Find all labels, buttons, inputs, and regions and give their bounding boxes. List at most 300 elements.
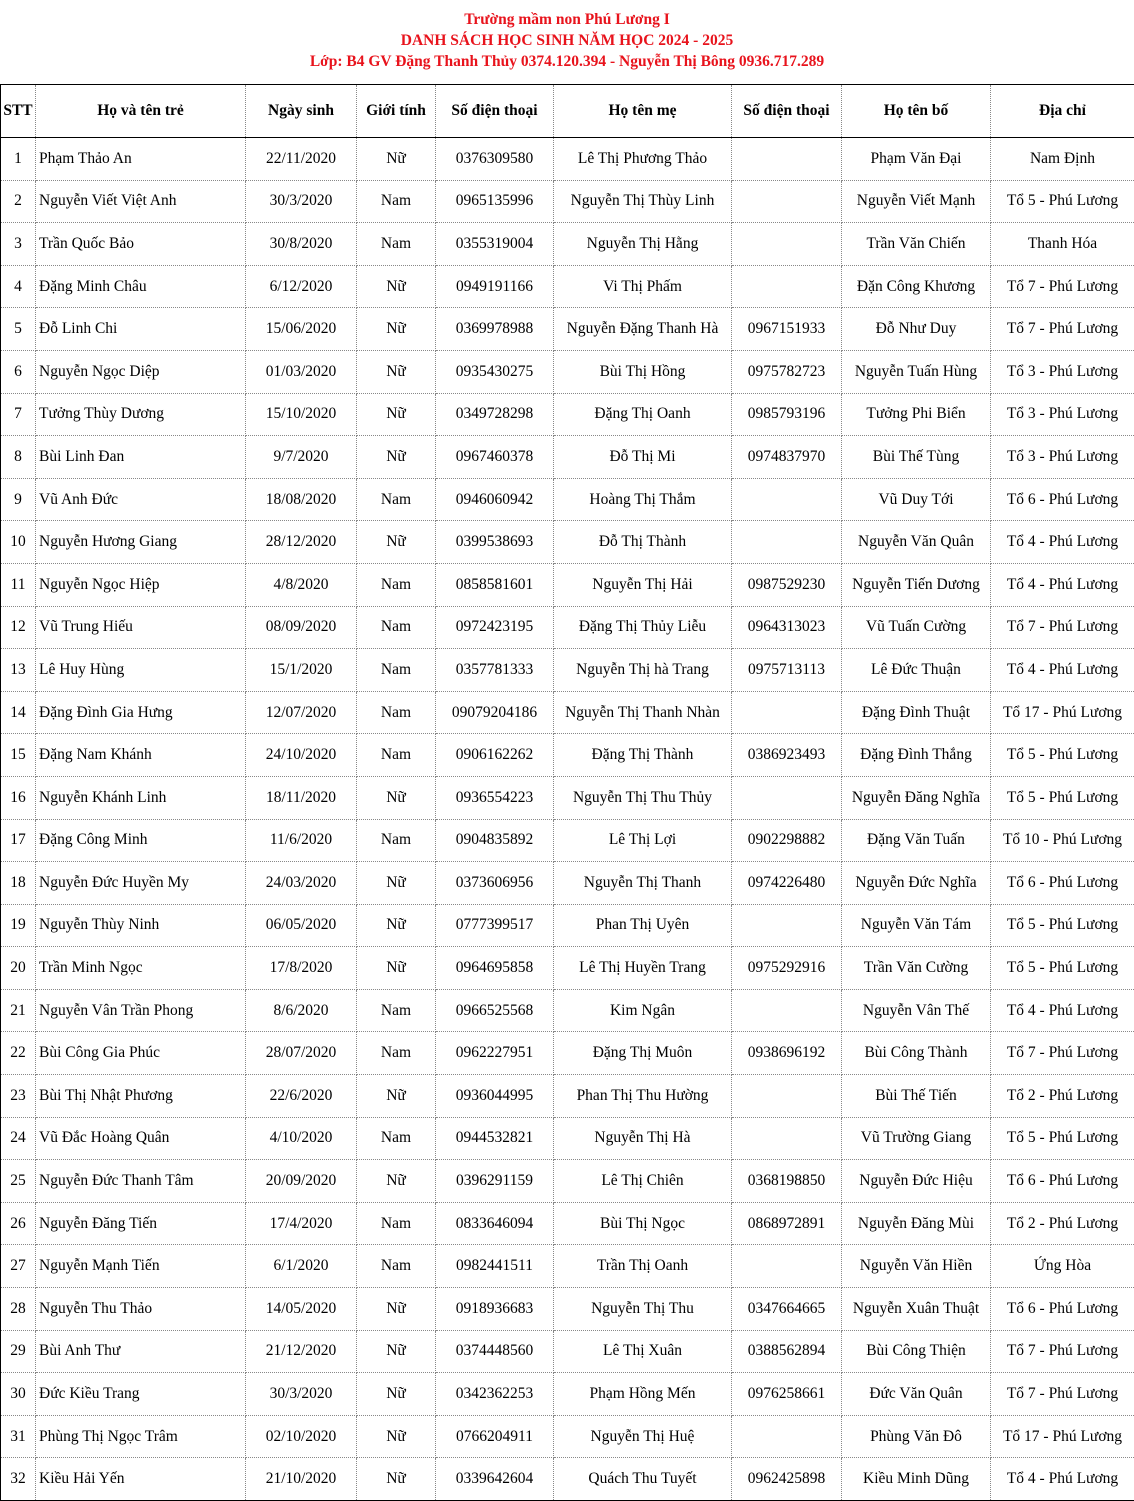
child-name-cell: Vũ Đắc Hoàng Quân xyxy=(36,1117,246,1160)
birthdate-cell: 9/7/2020 xyxy=(246,436,357,479)
mother-name-cell: Nguyễn Thị Thùy Linh xyxy=(554,180,732,223)
gender-cell: Nữ xyxy=(357,265,436,308)
birthdate-cell: 18/08/2020 xyxy=(246,478,357,521)
table-row xyxy=(1,989,1134,1032)
mother-name-cell: Nguyễn Thị Thu xyxy=(554,1288,732,1331)
birthdate-cell: 21/10/2020 xyxy=(246,1458,357,1501)
table-row xyxy=(1,1415,1134,1458)
mother-name-cell: Lê Thị Phương Thảo xyxy=(554,138,732,181)
mother-phone-cell: 0902298882 xyxy=(732,819,842,862)
mother-name-cell: Phan Thị Uyên xyxy=(554,904,732,947)
table-row xyxy=(1,606,1134,649)
child-name-cell: Vũ Anh Đức xyxy=(36,478,246,521)
child-name-cell: Nguyễn Đăng Tiến xyxy=(36,1202,246,1245)
address-cell: Tổ 2 - Phú Lương xyxy=(991,1202,1134,1245)
gender-cell: Nam xyxy=(357,606,436,649)
stt-cell: 27 xyxy=(1,1245,36,1288)
father-name-cell: Bùi Công Thiện xyxy=(842,1330,991,1373)
child-name-cell: Nguyễn Thùy Ninh xyxy=(36,904,246,947)
table-row xyxy=(1,138,1134,181)
mother-name-cell: Nguyễn Thị hà Trang xyxy=(554,649,732,692)
table-row xyxy=(1,308,1134,351)
stt-cell: 24 xyxy=(1,1117,36,1160)
birthdate-cell: 15/1/2020 xyxy=(246,649,357,692)
table-body xyxy=(1,138,1134,1501)
child-name-cell: Nguyễn Vân Trần Phong xyxy=(36,989,246,1032)
address-cell: Tổ 5 - Phú Lương xyxy=(991,904,1134,947)
table-row xyxy=(1,1458,1134,1501)
child-name-cell: Phùng Thị Ngọc Trâm xyxy=(36,1415,246,1458)
mother-phone-cell: 0987529230 xyxy=(732,563,842,606)
mother-phone-cell xyxy=(732,265,842,308)
table-row xyxy=(1,393,1134,436)
address-cell: Tổ 17 - Phú Lương xyxy=(991,691,1134,734)
stt-cell: 10 xyxy=(1,521,36,564)
list-title: DANH SÁCH HỌC SINH NĂM HỌC 2024 - 2025 xyxy=(0,30,1134,51)
phone-cell: 0369978988 xyxy=(436,308,554,351)
mother-phone-cell: 0967151933 xyxy=(732,308,842,351)
address-cell: Tổ 4 - Phú Lương xyxy=(991,1458,1134,1501)
father-name-cell: Bùi Công Thành xyxy=(842,1032,991,1075)
phone-cell: 0906162262 xyxy=(436,734,554,777)
stt-cell: 11 xyxy=(1,563,36,606)
father-name-cell: Đặng Văn Tuấn xyxy=(842,819,991,862)
table-row xyxy=(1,223,1134,266)
stt-cell: 28 xyxy=(1,1288,36,1331)
father-name-cell: Nguyễn Viết Mạnh xyxy=(842,180,991,223)
stt-cell: 22 xyxy=(1,1032,36,1075)
phone-cell: 0858581601 xyxy=(436,563,554,606)
father-name-cell: Nguyễn Văn Tám xyxy=(842,904,991,947)
stt-cell: 12 xyxy=(1,606,36,649)
gender-cell: Nam xyxy=(357,989,436,1032)
father-name-cell: Phạm Văn Đại xyxy=(842,138,991,181)
birthdate-cell: 06/05/2020 xyxy=(246,904,357,947)
address-cell: Tổ 3 - Phú Lương xyxy=(991,436,1134,479)
table-row xyxy=(1,1330,1134,1373)
child-name-cell: Vũ Trung Hiếu xyxy=(36,606,246,649)
birthdate-cell: 6/12/2020 xyxy=(246,265,357,308)
document-header xyxy=(0,0,1134,84)
gender-cell: Nữ xyxy=(357,1160,436,1203)
address-cell: Tổ 6 - Phú Lương xyxy=(991,1160,1134,1203)
birthdate-cell: 24/10/2020 xyxy=(246,734,357,777)
stt-cell: 29 xyxy=(1,1330,36,1373)
mother-name-cell: Nguyễn Thị Thanh xyxy=(554,862,732,905)
father-name-cell: Đặng Đình Thắng xyxy=(842,734,991,777)
child-name-cell: Tưởng Thùy Dương xyxy=(36,393,246,436)
address-cell: Tổ 5 - Phú Lương xyxy=(991,734,1134,777)
phone-cell: 0982441511 xyxy=(436,1245,554,1288)
mother-phone-cell: 0975713113 xyxy=(732,649,842,692)
child-name-cell: Nguyễn Khánh Linh xyxy=(36,776,246,819)
address-cell: Tổ 6 - Phú Lương xyxy=(991,1288,1134,1331)
address-cell: Tổ 7 - Phú Lương xyxy=(991,308,1134,351)
birthdate-cell: 30/3/2020 xyxy=(246,180,357,223)
father-name-cell: Vũ Trường Giang xyxy=(842,1117,991,1160)
birthdate-cell: 28/07/2020 xyxy=(246,1032,357,1075)
phone-cell: 0918936683 xyxy=(436,1288,554,1331)
stt-cell: 17 xyxy=(1,819,36,862)
mother-phone-cell xyxy=(732,1415,842,1458)
phone-cell: 0904835892 xyxy=(436,819,554,862)
address-cell: Tổ 3 - Phú Lương xyxy=(991,393,1134,436)
phone-cell: 0972423195 xyxy=(436,606,554,649)
phone-cell: 0357781333 xyxy=(436,649,554,692)
address-cell: Tổ 3 - Phú Lương xyxy=(991,350,1134,393)
child-name-cell: Kiều Hải Yến xyxy=(36,1458,246,1501)
col-header-phone: Số điện thoại xyxy=(436,85,554,138)
birthdate-cell: 30/8/2020 xyxy=(246,223,357,266)
child-name-cell: Nguyễn Ngọc Diệp xyxy=(36,350,246,393)
table-row xyxy=(1,1202,1134,1245)
address-cell: Tổ 7 - Phú Lương xyxy=(991,606,1134,649)
stt-cell: 20 xyxy=(1,947,36,990)
mother-phone-cell: 0347664665 xyxy=(732,1288,842,1331)
gender-cell: Nữ xyxy=(357,138,436,181)
child-name-cell: Đặng Công Minh xyxy=(36,819,246,862)
father-name-cell: Nguyễn Vân Thế xyxy=(842,989,991,1032)
stt-cell: 1 xyxy=(1,138,36,181)
birthdate-cell: 22/11/2020 xyxy=(246,138,357,181)
father-name-cell: Nguyễn Xuân Thuật xyxy=(842,1288,991,1331)
gender-cell: Nam xyxy=(357,563,436,606)
mother-phone-cell: 0985793196 xyxy=(732,393,842,436)
phone-cell: 0339642604 xyxy=(436,1458,554,1501)
father-name-cell: Nguyễn Đức Hiệu xyxy=(842,1160,991,1203)
gender-cell: Nữ xyxy=(357,1075,436,1118)
birthdate-cell: 02/10/2020 xyxy=(246,1415,357,1458)
school-name: Trường mầm non Phú Lương I xyxy=(0,0,1134,30)
address-cell: Tổ 5 - Phú Lương xyxy=(991,180,1134,223)
address-cell: Tổ 4 - Phú Lương xyxy=(991,989,1134,1032)
table-row xyxy=(1,1288,1134,1331)
mother-phone-cell: 0368198850 xyxy=(732,1160,842,1203)
child-name-cell: Nguyễn Viết Việt Anh xyxy=(36,180,246,223)
mother-phone-cell xyxy=(732,1075,842,1118)
phone-cell: 0935430275 xyxy=(436,350,554,393)
stt-cell: 32 xyxy=(1,1458,36,1501)
stt-cell: 3 xyxy=(1,223,36,266)
table-row xyxy=(1,1075,1134,1118)
father-name-cell: Kiều Minh Dũng xyxy=(842,1458,991,1501)
address-cell: Tổ 10 - Phú Lương xyxy=(991,819,1134,862)
father-name-cell: Đỗ Như Duy xyxy=(842,308,991,351)
phone-cell: 0964695858 xyxy=(436,947,554,990)
phone-cell: 0374448560 xyxy=(436,1330,554,1373)
mother-name-cell: Đặng Thị Oanh xyxy=(554,393,732,436)
table-row xyxy=(1,691,1134,734)
table-row xyxy=(1,649,1134,692)
child-name-cell: Nguyễn Đức Huyền My xyxy=(36,862,246,905)
mother-name-cell: Nguyễn Thị Hà xyxy=(554,1117,732,1160)
gender-cell: Nam xyxy=(357,1245,436,1288)
phone-cell: 0962227951 xyxy=(436,1032,554,1075)
birthdate-cell: 24/03/2020 xyxy=(246,862,357,905)
gender-cell: Nữ xyxy=(357,1288,436,1331)
father-name-cell: Đặng Đình Thuật xyxy=(842,691,991,734)
phone-cell: 0946060942 xyxy=(436,478,554,521)
phone-cell: 0949191166 xyxy=(436,265,554,308)
table-row xyxy=(1,1117,1134,1160)
child-name-cell: Nguyễn Mạnh Tiến xyxy=(36,1245,246,1288)
child-name-cell: Đức Kiều Trang xyxy=(36,1373,246,1416)
table-row xyxy=(1,1245,1134,1288)
col-header-address: Địa chỉ xyxy=(991,85,1134,138)
father-name-cell: Nguyễn Tiến Dương xyxy=(842,563,991,606)
stt-cell: 5 xyxy=(1,308,36,351)
child-name-cell: Đỗ Linh Chi xyxy=(36,308,246,351)
mother-phone-cell: 0386923493 xyxy=(732,734,842,777)
mother-name-cell: Đỗ Thị Mi xyxy=(554,436,732,479)
stt-cell: 30 xyxy=(1,1373,36,1416)
birthdate-cell: 01/03/2020 xyxy=(246,350,357,393)
child-name-cell: Lê Huy Hùng xyxy=(36,649,246,692)
mother-phone-cell xyxy=(732,1245,842,1288)
birthdate-cell: 4/8/2020 xyxy=(246,563,357,606)
birthdate-cell: 20/09/2020 xyxy=(246,1160,357,1203)
table-row xyxy=(1,776,1134,819)
stt-cell: 2 xyxy=(1,180,36,223)
child-name-cell: Đặng Nam Khánh xyxy=(36,734,246,777)
table-header-row xyxy=(1,85,1134,138)
mother-phone-cell xyxy=(732,691,842,734)
address-cell: Tổ 17 - Phú Lương xyxy=(991,1415,1134,1458)
phone-cell: 0967460378 xyxy=(436,436,554,479)
mother-name-cell: Lê Thị Lợi xyxy=(554,819,732,862)
gender-cell: Nam xyxy=(357,691,436,734)
table-row xyxy=(1,947,1134,990)
stt-cell: 14 xyxy=(1,691,36,734)
mother-name-cell: Nguyễn Thị Thu Thủy xyxy=(554,776,732,819)
father-name-cell: Nguyễn Văn Hiền xyxy=(842,1245,991,1288)
gender-cell: Nữ xyxy=(357,1458,436,1501)
gender-cell: Nữ xyxy=(357,904,436,947)
mother-name-cell: Nguyễn Thị Thanh Nhàn xyxy=(554,691,732,734)
phone-cell: 0373606956 xyxy=(436,862,554,905)
mother-phone-cell: 0962425898 xyxy=(732,1458,842,1501)
class-info: Lớp: B4 GV Đặng Thanh Thủy 0374.120.394 - Nguyễn Thị Bông 0936.717.289 xyxy=(0,51,1134,72)
mother-phone-cell: 0976258661 xyxy=(732,1373,842,1416)
mother-name-cell: Lê Thị Xuân xyxy=(554,1330,732,1373)
mother-name-cell: Quách Thu Tuyết xyxy=(554,1458,732,1501)
child-name-cell: Trần Minh Ngọc xyxy=(36,947,246,990)
gender-cell: Nữ xyxy=(357,1373,436,1416)
gender-cell: Nam xyxy=(357,1032,436,1075)
address-cell: Tổ 7 - Phú Lương xyxy=(991,1330,1134,1373)
table-row xyxy=(1,1373,1134,1416)
child-name-cell: Trần Quốc Bảo xyxy=(36,223,246,266)
father-name-cell: Nguyễn Đăng Mùi xyxy=(842,1202,991,1245)
mother-phone-cell xyxy=(732,1117,842,1160)
father-name-cell: Phùng Văn Đô xyxy=(842,1415,991,1458)
mother-name-cell: Nguyễn Đặng Thanh Hà xyxy=(554,308,732,351)
mother-phone-cell: 0938696192 xyxy=(732,1032,842,1075)
stt-cell: 9 xyxy=(1,478,36,521)
father-name-cell: Nguyễn Đăng Nghĩa xyxy=(842,776,991,819)
col-header-stt: STT xyxy=(1,85,36,138)
father-name-cell: Trần Văn Cường xyxy=(842,947,991,990)
birthdate-cell: 12/07/2020 xyxy=(246,691,357,734)
birthdate-cell: 15/06/2020 xyxy=(246,308,357,351)
gender-cell: Nam xyxy=(357,180,436,223)
col-header-mother-name: Họ tên mẹ xyxy=(554,85,732,138)
father-name-cell: Nguyễn Đức Nghĩa xyxy=(842,862,991,905)
stt-cell: 18 xyxy=(1,862,36,905)
table-row xyxy=(1,521,1134,564)
birthdate-cell: 28/12/2020 xyxy=(246,521,357,564)
stt-cell: 23 xyxy=(1,1075,36,1118)
gender-cell: Nữ xyxy=(357,436,436,479)
child-name-cell: Bùi Thị Nhật Phương xyxy=(36,1075,246,1118)
mother-name-cell: Phan Thị Thu Hường xyxy=(554,1075,732,1118)
father-name-cell: Nguyễn Tuấn Hùng xyxy=(842,350,991,393)
phone-cell: 0936554223 xyxy=(436,776,554,819)
mother-name-cell: Đỗ Thị Thành xyxy=(554,521,732,564)
mother-name-cell: Đặng Thị Muôn xyxy=(554,1032,732,1075)
address-cell: Thanh Hóa xyxy=(991,223,1134,266)
stt-cell: 13 xyxy=(1,649,36,692)
stt-cell: 25 xyxy=(1,1160,36,1203)
table-row xyxy=(1,265,1134,308)
father-name-cell: Nguyễn Văn Quân xyxy=(842,521,991,564)
phone-cell: 0342362253 xyxy=(436,1373,554,1416)
mother-name-cell: Phạm Hồng Mến xyxy=(554,1373,732,1416)
address-cell: Tổ 7 - Phú Lương xyxy=(991,1032,1134,1075)
address-cell: Tổ 4 - Phú Lương xyxy=(991,521,1134,564)
mother-phone-cell xyxy=(732,989,842,1032)
phone-cell: 0766204911 xyxy=(436,1415,554,1458)
birthdate-cell: 14/05/2020 xyxy=(246,1288,357,1331)
stt-cell: 7 xyxy=(1,393,36,436)
birthdate-cell: 17/4/2020 xyxy=(246,1202,357,1245)
address-cell: Tổ 7 - Phú Lương xyxy=(991,265,1134,308)
phone-cell: 09079204186 xyxy=(436,691,554,734)
phone-cell: 0355319004 xyxy=(436,223,554,266)
birthdate-cell: 08/09/2020 xyxy=(246,606,357,649)
mother-name-cell: Nguyễn Thị Hằng xyxy=(554,223,732,266)
mother-name-cell: Nguyễn Thị Huệ xyxy=(554,1415,732,1458)
mother-name-cell: Hoàng Thị Thắm xyxy=(554,478,732,521)
gender-cell: Nam xyxy=(357,734,436,777)
mother-phone-cell xyxy=(732,904,842,947)
mother-phone-cell: 0975782723 xyxy=(732,350,842,393)
birthdate-cell: 21/12/2020 xyxy=(246,1330,357,1373)
col-header-mother-phone: Số điện thoại xyxy=(732,85,842,138)
stt-cell: 4 xyxy=(1,265,36,308)
father-name-cell: Trần Văn Chiến xyxy=(842,223,991,266)
gender-cell: Nữ xyxy=(357,947,436,990)
gender-cell: Nữ xyxy=(357,521,436,564)
address-cell: Tổ 6 - Phú Lương xyxy=(991,862,1134,905)
gender-cell: Nữ xyxy=(357,1415,436,1458)
table-row xyxy=(1,563,1134,606)
table-row xyxy=(1,862,1134,905)
gender-cell: Nam xyxy=(357,223,436,266)
address-cell: Tổ 4 - Phú Lương xyxy=(991,563,1134,606)
mother-phone-cell: 0975292916 xyxy=(732,947,842,990)
table-row xyxy=(1,819,1134,862)
stt-cell: 6 xyxy=(1,350,36,393)
gender-cell: Nữ xyxy=(357,350,436,393)
col-header-birthdate: Ngày sinh xyxy=(246,85,357,138)
mother-phone-cell: 0868972891 xyxy=(732,1202,842,1245)
mother-phone-cell: 0388562894 xyxy=(732,1330,842,1373)
stt-cell: 15 xyxy=(1,734,36,777)
mother-phone-cell xyxy=(732,138,842,181)
birthdate-cell: 30/3/2020 xyxy=(246,1373,357,1416)
table-row xyxy=(1,478,1134,521)
mother-name-cell: Lê Thị Huyền Trang xyxy=(554,947,732,990)
gender-cell: Nữ xyxy=(357,393,436,436)
father-name-cell: Đặn Công Khương xyxy=(842,265,991,308)
phone-cell: 0833646094 xyxy=(436,1202,554,1245)
stt-cell: 8 xyxy=(1,436,36,479)
gender-cell: Nữ xyxy=(357,776,436,819)
col-header-gender: Giới tính xyxy=(357,85,436,138)
phone-cell: 0944532821 xyxy=(436,1117,554,1160)
address-cell: Nam Định xyxy=(991,138,1134,181)
father-name-cell: Đức Văn Quân xyxy=(842,1373,991,1416)
birthdate-cell: 17/8/2020 xyxy=(246,947,357,990)
birthdate-cell: 15/10/2020 xyxy=(246,393,357,436)
address-cell: Tổ 5 - Phú Lương xyxy=(991,1117,1134,1160)
gender-cell: Nam xyxy=(357,819,436,862)
phone-cell: 0396291159 xyxy=(436,1160,554,1203)
student-table xyxy=(0,84,1134,1501)
address-cell: Tổ 2 - Phú Lương xyxy=(991,1075,1134,1118)
mother-phone-cell xyxy=(732,521,842,564)
mother-phone-cell: 0974837970 xyxy=(732,436,842,479)
gender-cell: Nam xyxy=(357,649,436,692)
child-name-cell: Bùi Anh Thư xyxy=(36,1330,246,1373)
stt-cell: 16 xyxy=(1,776,36,819)
stt-cell: 31 xyxy=(1,1415,36,1458)
address-cell: Tổ 5 - Phú Lương xyxy=(991,776,1134,819)
mother-name-cell: Trần Thị Oanh xyxy=(554,1245,732,1288)
mother-name-cell: Đặng Thị Thành xyxy=(554,734,732,777)
phone-cell: 0399538693 xyxy=(436,521,554,564)
mother-phone-cell xyxy=(732,180,842,223)
table-row xyxy=(1,1160,1134,1203)
gender-cell: Nữ xyxy=(357,1330,436,1373)
gender-cell: Nữ xyxy=(357,862,436,905)
birthdate-cell: 11/6/2020 xyxy=(246,819,357,862)
mother-name-cell: Bùi Thị Hồng xyxy=(554,350,732,393)
father-name-cell: Bùi Thế Tiến xyxy=(842,1075,991,1118)
table-row xyxy=(1,180,1134,223)
stt-cell: 21 xyxy=(1,989,36,1032)
col-header-father-name: Họ tên bố xyxy=(842,85,991,138)
father-name-cell: Tưởng Phi Biển xyxy=(842,393,991,436)
address-cell: Tổ 7 - Phú Lương xyxy=(991,1373,1134,1416)
mother-name-cell: Kim Ngân xyxy=(554,989,732,1032)
phone-cell: 0936044995 xyxy=(436,1075,554,1118)
mother-phone-cell xyxy=(732,478,842,521)
birthdate-cell: 6/1/2020 xyxy=(246,1245,357,1288)
child-name-cell: Nguyễn Đức Thanh Tâm xyxy=(36,1160,246,1203)
father-name-cell: Vũ Duy Tới xyxy=(842,478,991,521)
mother-phone-cell xyxy=(732,223,842,266)
table-row xyxy=(1,734,1134,777)
table-row xyxy=(1,904,1134,947)
address-cell: Tổ 4 - Phú Lương xyxy=(991,649,1134,692)
table-row xyxy=(1,436,1134,479)
address-cell: Tổ 5 - Phú Lương xyxy=(991,947,1134,990)
mother-phone-cell: 0974226480 xyxy=(732,862,842,905)
gender-cell: Nam xyxy=(357,478,436,521)
mother-name-cell: Bùi Thị Ngọc xyxy=(554,1202,732,1245)
